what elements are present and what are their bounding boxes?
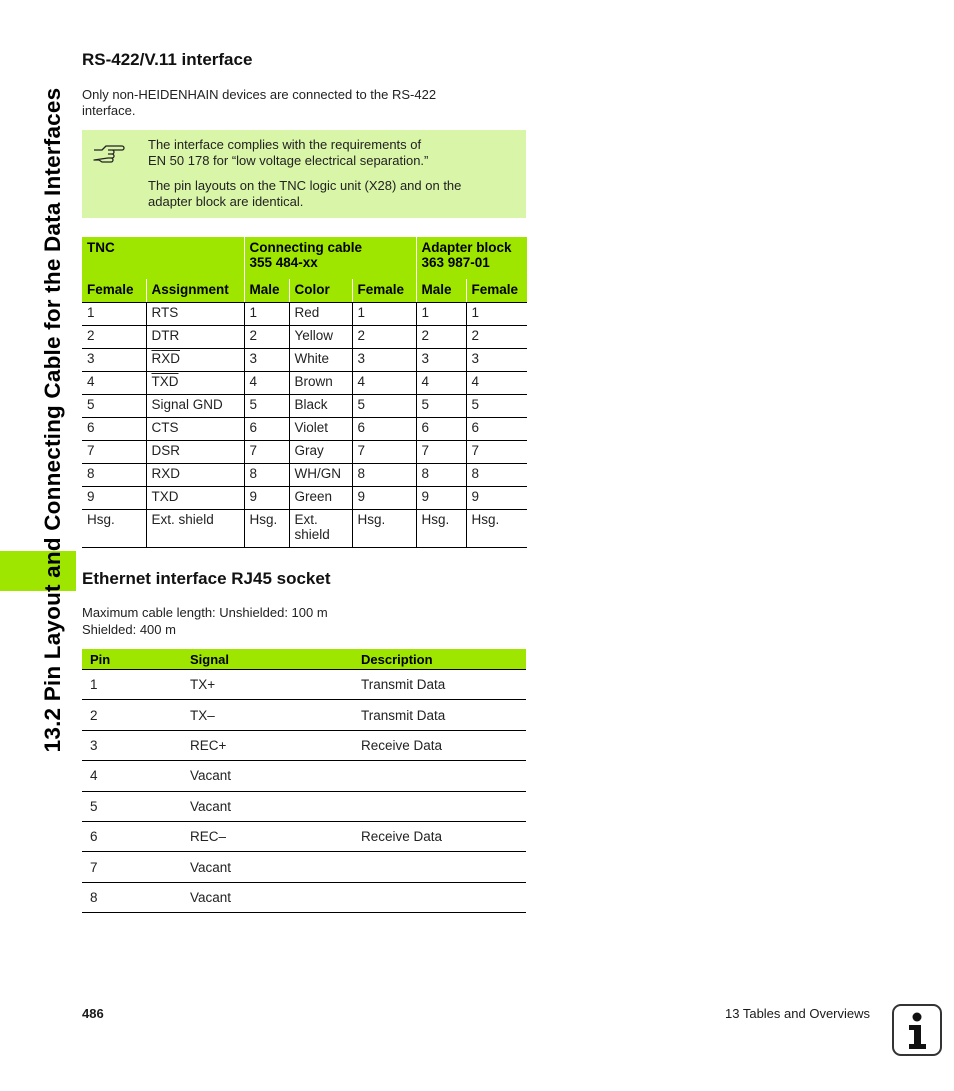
table-cell: 3	[352, 349, 416, 372]
table-cell	[353, 852, 526, 882]
rs422-intro: Only non-HEIDENHAIN devices are connected to the RS-422 interface.	[82, 87, 437, 118]
table-cell: 3	[82, 349, 146, 372]
column-header: Female	[466, 279, 527, 303]
column-header: Description	[353, 649, 526, 670]
table-cell: 1	[466, 303, 527, 326]
table-cell: 2	[416, 326, 466, 349]
table-cell: Receive Data	[353, 730, 526, 760]
column-header: Color	[289, 279, 352, 303]
table-row	[82, 395, 527, 418]
table-cell: 6	[466, 418, 527, 441]
table-group-header-row	[82, 237, 527, 279]
table-cell: Yellow	[289, 326, 352, 349]
table-row	[82, 326, 527, 349]
table-cell: Red	[289, 303, 352, 326]
note-box	[82, 130, 526, 218]
table-cell: $\overline{TXD}$	[146, 372, 244, 395]
pointing-hand-icon	[92, 140, 126, 164]
table-cell: Hsg.	[82, 510, 146, 548]
table-cell: RXD	[146, 464, 244, 487]
table-row	[82, 821, 526, 851]
info-icon	[892, 1004, 942, 1056]
table-cell: 9	[82, 487, 146, 510]
column-header: Pin	[82, 649, 182, 670]
table-cell: 9	[416, 487, 466, 510]
table-cell: White	[289, 349, 352, 372]
table-cell: RTS	[146, 303, 244, 326]
table-cell: 8	[244, 464, 289, 487]
table-cell: 3	[466, 349, 527, 372]
ethernet-heading: Ethernet interface RJ45 socket	[82, 569, 331, 588]
column-header: Male	[416, 279, 466, 303]
table-cell: 6	[82, 821, 182, 851]
note-text-2-line1: The pin layouts on the TNC logic unit (X28) and on the	[148, 178, 462, 193]
table-cell: 6	[82, 418, 146, 441]
ethernet-pin-table	[82, 649, 526, 913]
table-cell: 8	[82, 882, 182, 912]
table-cell: 7	[82, 852, 182, 882]
table-cell	[353, 791, 526, 821]
table-cell: Vacant	[182, 791, 353, 821]
table-cell: 2	[82, 700, 182, 730]
table-cell: 8	[352, 464, 416, 487]
table-cell: 3	[244, 349, 289, 372]
column-header: Female	[82, 279, 146, 303]
side-title-text: 13.2 Pin Layout and Connecting Cable for the Data Interfaces	[40, 87, 65, 753]
table-row	[82, 700, 526, 730]
table-cell: 1	[82, 670, 182, 700]
table-cell: 7	[466, 441, 527, 464]
table-cell: 2	[244, 326, 289, 349]
table-cell: Signal GND	[146, 395, 244, 418]
table-row	[82, 372, 527, 395]
table-cell: REC–	[182, 821, 353, 851]
column-header: Signal	[182, 649, 353, 670]
table-cell: Brown	[289, 372, 352, 395]
table-cell: 5	[416, 395, 466, 418]
table-cell: 4	[466, 372, 527, 395]
table-cell: REC+	[182, 730, 353, 760]
rs422-heading: RS-422/V.11 interface	[82, 50, 253, 69]
table-cell: 9	[352, 487, 416, 510]
table-cell: 2	[466, 326, 527, 349]
table-cell: Transmit Data	[353, 700, 526, 730]
table-cell: 6	[244, 418, 289, 441]
table-cell: Vacant	[182, 852, 353, 882]
table-row	[82, 510, 527, 548]
column-header: Female	[352, 279, 416, 303]
ethernet-cable-length: Maximum cable length: Unshielded: 100 m	[82, 605, 328, 620]
table-cell: 3	[416, 349, 466, 372]
table-cell: DSR	[146, 441, 244, 464]
table-cell: 5	[352, 395, 416, 418]
table-row	[82, 303, 527, 326]
table-cell: 5	[244, 395, 289, 418]
table-cell: 1	[244, 303, 289, 326]
table-cell: 1	[352, 303, 416, 326]
table-cell: DTR	[146, 326, 244, 349]
table-cell: 7	[416, 441, 466, 464]
table-cell: 5	[82, 395, 146, 418]
table-row	[82, 852, 526, 882]
table-cell: 4	[82, 761, 182, 791]
table-cell: Ext. shield	[146, 510, 244, 548]
table-cell: Hsg.	[244, 510, 289, 548]
table-cell: 7	[244, 441, 289, 464]
table-row	[82, 441, 527, 464]
note-text-1-line2: EN 50 178 for “low voltage electrical separation.”	[148, 153, 429, 168]
table-cell: Vacant	[182, 761, 353, 791]
table-column-header-row	[82, 279, 527, 303]
table-cell: Hsg.	[416, 510, 466, 548]
table-row	[82, 418, 527, 441]
table-cell: 1	[82, 303, 146, 326]
group-header-tnc: TNC	[82, 237, 244, 279]
table-row	[82, 882, 526, 912]
ethernet-shielded-length: Shielded: 400 m	[82, 622, 176, 637]
table-row	[82, 487, 527, 510]
table-cell: 3	[82, 730, 182, 760]
table-cell: 2	[82, 326, 146, 349]
table-row	[82, 730, 526, 760]
table-cell	[353, 761, 526, 791]
table-cell: Receive Data	[353, 821, 526, 851]
table-cell	[353, 882, 526, 912]
column-header: Male	[244, 279, 289, 303]
table-row	[82, 349, 527, 372]
table-cell: Hsg.	[352, 510, 416, 548]
table-cell: 4	[82, 372, 146, 395]
table-cell: 4	[244, 372, 289, 395]
table-cell: $\overline{RXD}$	[146, 349, 244, 372]
table-cell: 6	[416, 418, 466, 441]
table-cell: TXD	[146, 487, 244, 510]
table-cell: Hsg.	[466, 510, 527, 548]
table-cell: 9	[244, 487, 289, 510]
table-cell: 1	[416, 303, 466, 326]
table-row	[82, 464, 527, 487]
group-header-cable: Connecting cable 355 484-xx	[244, 237, 416, 279]
chapter-footer: 13 Tables and Overviews	[725, 1006, 871, 1021]
table-row	[82, 670, 526, 700]
table-cell: 5	[466, 395, 527, 418]
table-cell: 4	[416, 372, 466, 395]
table-column-header-row	[82, 649, 526, 670]
table-cell: 4	[352, 372, 416, 395]
column-header: Assignment	[146, 279, 244, 303]
table-cell: Vacant	[182, 882, 353, 912]
note-text-2-line2: adapter block are identical.	[148, 194, 304, 209]
table-cell: Ext. shield	[289, 510, 352, 548]
rs422-pin-table	[82, 237, 527, 548]
table-cell: 7	[352, 441, 416, 464]
table-row	[82, 791, 526, 821]
note-text-1-line1: The interface complies with the requirements of	[148, 137, 422, 152]
table-cell: 2	[352, 326, 416, 349]
table-cell: 5	[82, 791, 182, 821]
table-cell: TX–	[182, 700, 353, 730]
table-cell: TX+	[182, 670, 353, 700]
table-row	[82, 761, 526, 791]
table-cell: 8	[416, 464, 466, 487]
group-header-adapter: Adapter block 363 987-01	[416, 237, 527, 279]
table-cell: CTS	[146, 418, 244, 441]
table-cell: 8	[466, 464, 527, 487]
page-number: 486	[82, 1006, 104, 1021]
table-cell: 8	[82, 464, 146, 487]
table-cell: Transmit Data	[353, 670, 526, 700]
table-cell: 7	[82, 441, 146, 464]
side-title	[24, 40, 82, 800]
table-cell: Gray	[289, 441, 352, 464]
table-cell: Green	[289, 487, 352, 510]
table-cell: 6	[352, 418, 416, 441]
table-cell: Black	[289, 395, 352, 418]
table-cell: WH/GN	[289, 464, 352, 487]
table-cell: Violet	[289, 418, 352, 441]
table-cell: 9	[466, 487, 527, 510]
